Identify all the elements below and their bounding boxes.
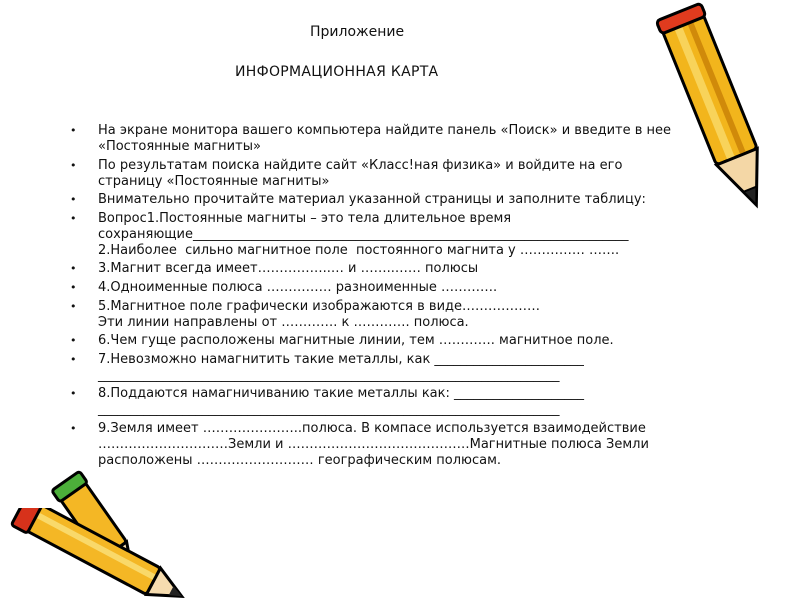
task-line: страницу «Постоянные магниты»: [98, 173, 330, 189]
task-line: 9.Земля имеет …………………..полюса. В компасе используется взаимодействие: [98, 420, 646, 436]
task-item: [70, 123, 710, 155]
task-line: Внимательно прочитайте материал указанной страницы и заполните таблицу:: [98, 192, 646, 208]
task-line: расположены ……………………… географическим полюсам.: [98, 452, 502, 468]
task-item: [70, 211, 710, 259]
task-item: [70, 299, 710, 331]
task-item: [70, 192, 710, 208]
task-line: сохраняющие___________________________________________________________________: [98, 226, 629, 242]
task-item: [70, 158, 710, 190]
bullet-marker: •: [70, 334, 77, 348]
bullet-marker: •: [70, 352, 77, 366]
task-line: 8.Поддаются намагничиванию такие металлы как: ____________________: [98, 386, 585, 402]
bullet-marker: •: [70, 158, 77, 172]
task-line: 4.Одноименные полюса …………… разноименные ………….: [98, 279, 498, 295]
task-line: _______________________________________________________________________: [98, 402, 560, 418]
task-line: 2.Наиболее сильно магнитное поле постоянного магнита у …………… …….: [98, 242, 620, 258]
task-line: Эти линии направлены от …………. к …………. полюса.: [98, 314, 469, 330]
task-line: …………………………Земли и ……………………………………Магнитные полюса Земли: [98, 436, 649, 452]
bullet-marker: •: [70, 124, 77, 137]
task-item: [70, 421, 710, 469]
task-item: [70, 333, 710, 349]
pencil-top-right-icon: [640, 0, 800, 230]
pencil-bottom-red-icon: [0, 508, 200, 600]
bullet-marker: •: [70, 387, 77, 401]
task-list: [70, 123, 710, 472]
header-appendix: Приложение: [310, 24, 405, 40]
task-line: Вопрос1.Постоянные магниты – это тела длительное время: [98, 210, 512, 226]
bullet-marker: •: [70, 193, 77, 207]
task-line: 5.Магнитное поле графически изображаются в виде………………: [98, 298, 541, 314]
bullet-marker: •: [70, 262, 77, 276]
task-line: 7.Невозможно намагнитить такие металлы, как _______________________: [98, 351, 584, 367]
bullet-marker: •: [70, 211, 77, 225]
bullet-marker: •: [70, 421, 77, 435]
bullet-marker: •: [70, 280, 77, 294]
task-item: [70, 386, 710, 418]
task-item: [70, 352, 710, 384]
task-line: _______________________________________________________________________: [98, 367, 560, 383]
task-line: 6.Чем гуще расположены магнитные линии, тем …………. магнитное поле.: [98, 333, 614, 349]
page-title: ИНФОРМАЦИОННАЯ КАРТА: [235, 64, 439, 80]
task-line: 3.Магнит всегда имеет……………..… и ……..…… полюсы: [98, 261, 479, 277]
task-line: На экране монитора вашего компьютера найдите панель «Поиск» и введите в нее: [98, 123, 672, 138]
bullet-marker: •: [70, 299, 77, 313]
task-item: [70, 261, 710, 277]
task-line: «Постоянные магниты»: [98, 139, 261, 154]
task-item: [70, 280, 710, 296]
task-line: По результатам поиска найдите сайт «Класс!ная физика» и войдите на его: [98, 157, 623, 173]
